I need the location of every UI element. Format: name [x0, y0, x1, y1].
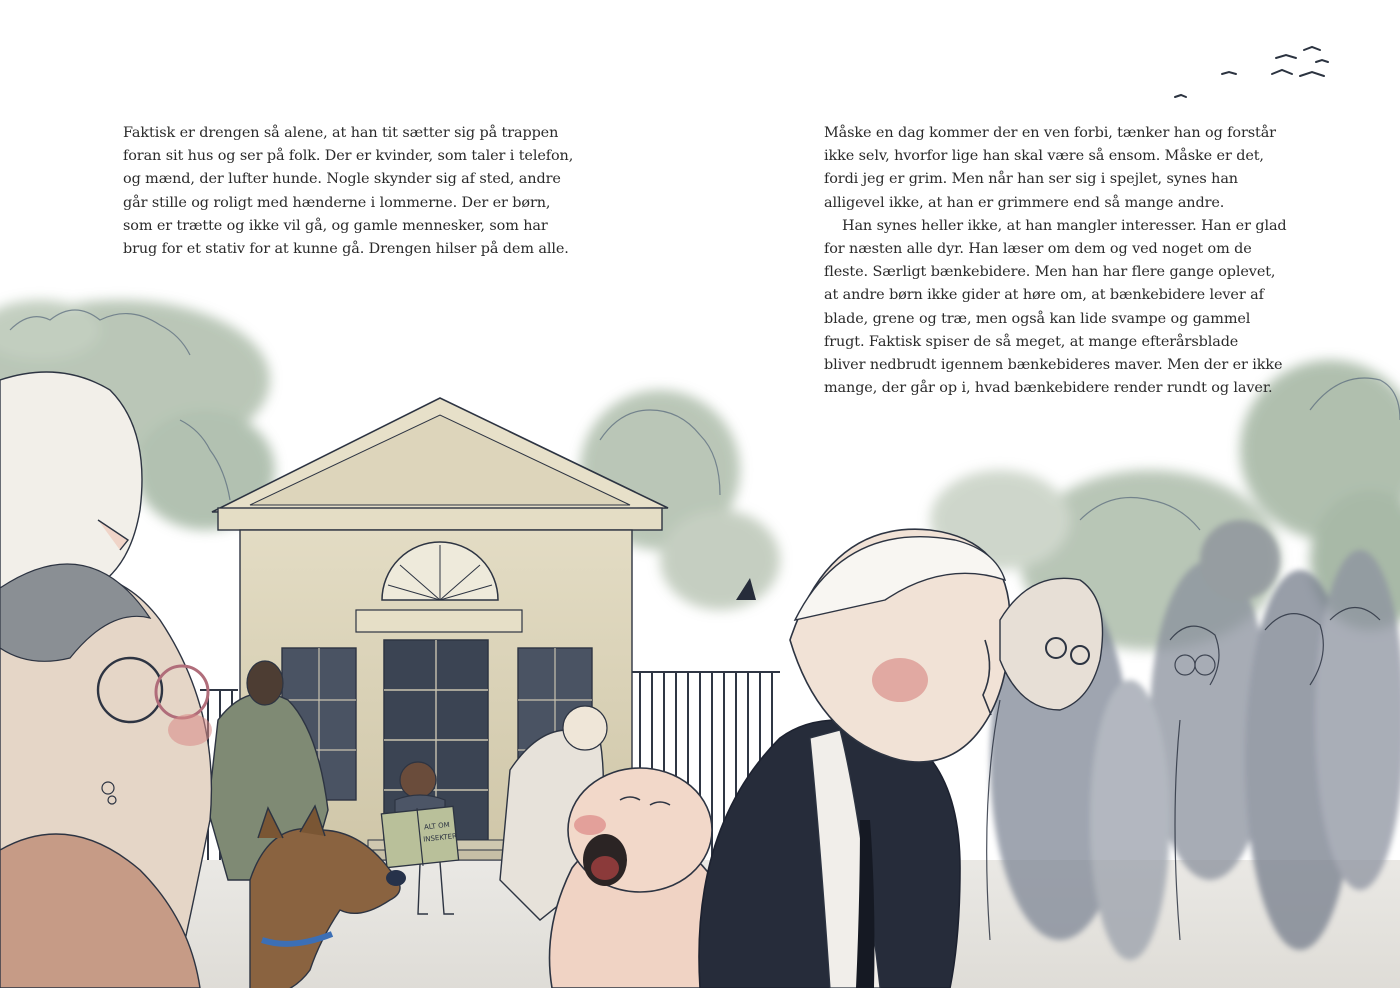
bird-icon [1316, 60, 1328, 62]
text-line: mange, der går op i, hvad bænkebidere render rundt og laver. [824, 380, 1273, 397]
text-line: Han synes heller ikke, at han mangler interesser. Han er glad [842, 217, 1287, 234]
text-line: ikke selv, hvorfor lige han skal være så ensom. Måske er det, [824, 148, 1264, 165]
text-line: brug for et stativ for at kunne gå. Drengen hilser på dem alle. [123, 241, 569, 258]
text-line: fordi jeg er grim. Men når han ser sig i spejlet, synes han [824, 171, 1238, 188]
text-line: går stille og roligt med hænderne i lommerne. Der er børn, [123, 194, 551, 211]
left-paragraph [123, 122, 583, 261]
text-line: og mænd, der lufter hunde. Nogle skynder sig af sted, andre [123, 171, 561, 188]
bird-icon [1272, 70, 1292, 74]
right-paragraph-2 [824, 215, 1294, 401]
bird-icon [1222, 72, 1236, 74]
text-line: frugt. Faktisk spiser de så meget, at mange efterårsblade [824, 333, 1239, 350]
text-line: Måske en dag kommer der en ven forbi, tænker han og forstår [824, 125, 1276, 141]
book-cover-line-1: ALT OM [423, 820, 451, 832]
bird-icon [1276, 55, 1296, 58]
bird-icon [1175, 95, 1186, 97]
book-cover-line-2: INSEKTER [422, 832, 458, 844]
text-line: bliver nedbrudt igennem bænkebideres maver. Men der er ikke [824, 357, 1283, 374]
text-line: fleste. Særligt bænkebidere. Men han har flere gange oplevet, [824, 264, 1276, 281]
bird-icon [1304, 47, 1320, 50]
left-page-text [123, 122, 583, 261]
text-line: foran sit hus og ser på folk. Der er kvinder, som taler i telefon, [123, 148, 574, 165]
birds [1175, 47, 1328, 97]
bird-icon [1300, 72, 1324, 76]
text-line: blade, grene og træ, men også kan lide svampe og gammel [824, 310, 1251, 327]
text-line: alligevel ikke, at han er grimmere end så mange andre. [824, 194, 1225, 211]
right-page-text [824, 122, 1294, 400]
text-line: Faktisk er drengen så alene, at han tit sætter sig på trappen [123, 125, 559, 141]
text-line: som er trætte og ikke vil gå, og gamle mennesker, som har [123, 217, 548, 234]
text-line: for næsten alle dyr. Han læser om dem og ved noget om de [824, 241, 1252, 258]
right-paragraph-1 [824, 122, 1294, 215]
text-line: at andre børn ikke gider at høre om, at bænkebidere lever af [824, 287, 1264, 304]
